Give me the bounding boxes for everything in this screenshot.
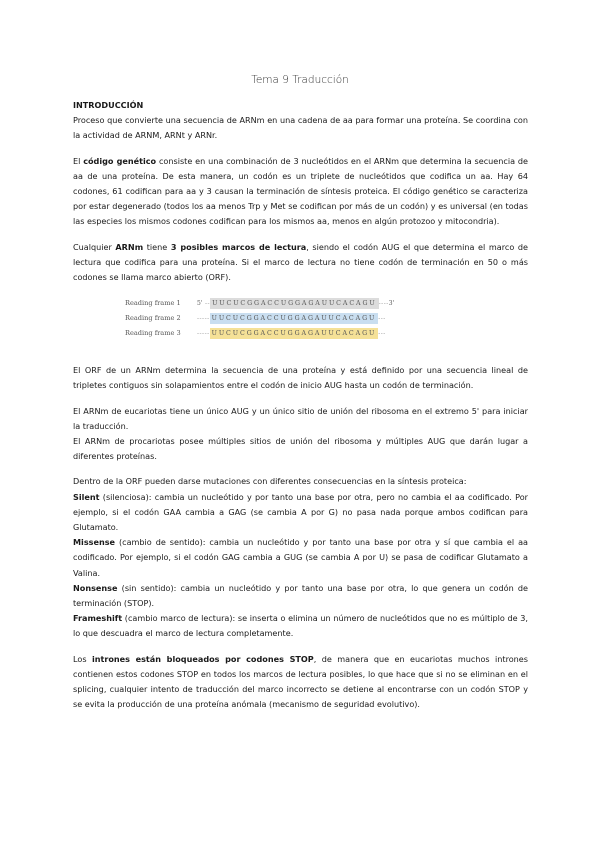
term-reading-frames: 3 posibles marcos de lectura <box>170 241 307 252</box>
term-genetic-code: código genético <box>83 155 157 166</box>
mutation-nonsense: Nonsense (sin sentido): cambia un nucleótido y por tanto una base por otra, lo que genera un codón de terminación (STOP). <box>73 582 528 609</box>
document-body <box>73 98 528 723</box>
paragraph-intro: Proceso que convierte una secuencia de ARNm en una cadena de aa para formar una proteína. Se coordina con la actividad de ARNM, ARNt y ARNr. <box>73 115 528 141</box>
mutation-silent: Silent (silenciosa): cambia un nucleótido y por tanto una base por otra, pero no cambia el aa codificado. Por ejemplo, si el codón GAA cambia a GAG (se cambia A por G) no pasa nada porque ambos codifican para Glutamato. <box>73 491 528 533</box>
term-arnm: ARNm <box>115 241 144 252</box>
dash-right: --- <box>378 314 386 322</box>
dash-right: --- <box>378 329 386 337</box>
reading-frame-3-row <box>125 327 386 339</box>
reading-frame-2-row <box>125 312 386 324</box>
paragraph-mutations-intro: Dentro de la ORF pueden darse mutaciones con diferentes consecuencias en la síntesis proteica: <box>73 476 467 487</box>
reading-frame-2-sequence: UUCUCGGACCUGGAGAUUCACAGU <box>211 314 377 322</box>
paragraph-orf: El ORF de un ARNm determina la secuencia de una proteína y está definido por una secuencia lineal de tripletes contiguos sin solapamientos entre el codón de inicio AUG hasta un codón de terminación. <box>73 365 528 391</box>
term-introns-stop: intrones están bloqueados por codones STOP <box>91 653 314 664</box>
paragraph-reading-frames: Cualquier ARNm tiene 3 posibles marcos de lectura, siendo el codón AUG el que determina el marco de lectura que codifica para una proteína. Si el marco de lectura no tiene codón de terminación en 50 o más codones se llama marco abierto (ORF). <box>73 241 528 283</box>
reading-frames-figure <box>73 295 528 341</box>
paragraph-eukaryotes: El ARNm de eucariotas tiene un único AUG y un único sitio de unión del ribosoma en el extremo 5' para iniciar la traducción. <box>73 405 528 431</box>
reading-frame-1-row <box>125 297 397 309</box>
paragraph-introns: Los intrones están bloqueados por codones STOP, de manera que en eucariotas muchos intrones contienen estos codones STOP en todos los marcos de lectura posibles, lo que hace que si no se eliminan en el splicing, cualquier intento de traducción del marco incorrecto se detiene al encontrarse con un codón STOP y se evita la producción de una proteína anómala (mecanismo de seguridad evolutivo). <box>73 653 529 710</box>
paragraph-genetic-code: El código genético consiste en una combinación de 3 nucleótidos en el ARNm que determina la secuencia de aa de una proteína. De esta manera, un codón es un triplete de nucleótidos que codifica un aa. Hay 64 codones, 61 codifican para aa y 3 causan la terminación de síntesis proteica. El código genético se caracteriza por estar degenerado (todos los aa menos Trp y Met se codifican por más de un codón) y es universal (en todas las especies los mismos codones codifican para los mismos aa, menos en algún protozoo y mitocondria). <box>73 155 528 227</box>
reading-frame-2-label: Reading frame 2 <box>125 313 181 322</box>
mutation-frameshift: Frameshift (cambio marco de lectura): se inserta o elimina un número de nucleótidos que no es múltiplo de 3, lo que descuadra el marco de lectura completamente. <box>73 613 528 639</box>
reading-frame-3-label: Reading frame 3 <box>125 328 181 337</box>
reading-frame-1-sequence: UUCUCGGACCUGGAGAUUCACAGU <box>212 299 377 307</box>
reading-frame-1-label: Reading frame 1 <box>125 298 181 307</box>
five-prime-label: 5' <box>197 299 203 307</box>
intro-heading: INTRODUCCIÓN <box>73 100 144 110</box>
dash-left: -- <box>205 299 211 307</box>
dash-right: ---- <box>378 299 389 307</box>
three-prime-label: 3' <box>388 299 395 307</box>
reading-frame-3-sequence: UUCUCGGACCUGGAGAUUCACAGU <box>211 329 377 337</box>
mutation-missense: Missense (cambio de sentido): cambia un nucleótido y por tanto una base por otra y sí que cambia el aa codificado. Por ejemplo, si el codón GAG cambia a GUG (se cambia A por U) se pasa de codificar Glutamato a Valina. <box>73 537 528 578</box>
paragraph-prokaryotes: El ARNm de procariotas posee múltiples sitios de unión del ribosoma y múltiples AUG que darán lugar a diferentes proteínas. <box>73 436 528 462</box>
document-title: Tema 9 Traducción <box>251 74 349 86</box>
dash-left: ----- <box>197 314 210 322</box>
dash-left: ----- <box>197 329 210 337</box>
